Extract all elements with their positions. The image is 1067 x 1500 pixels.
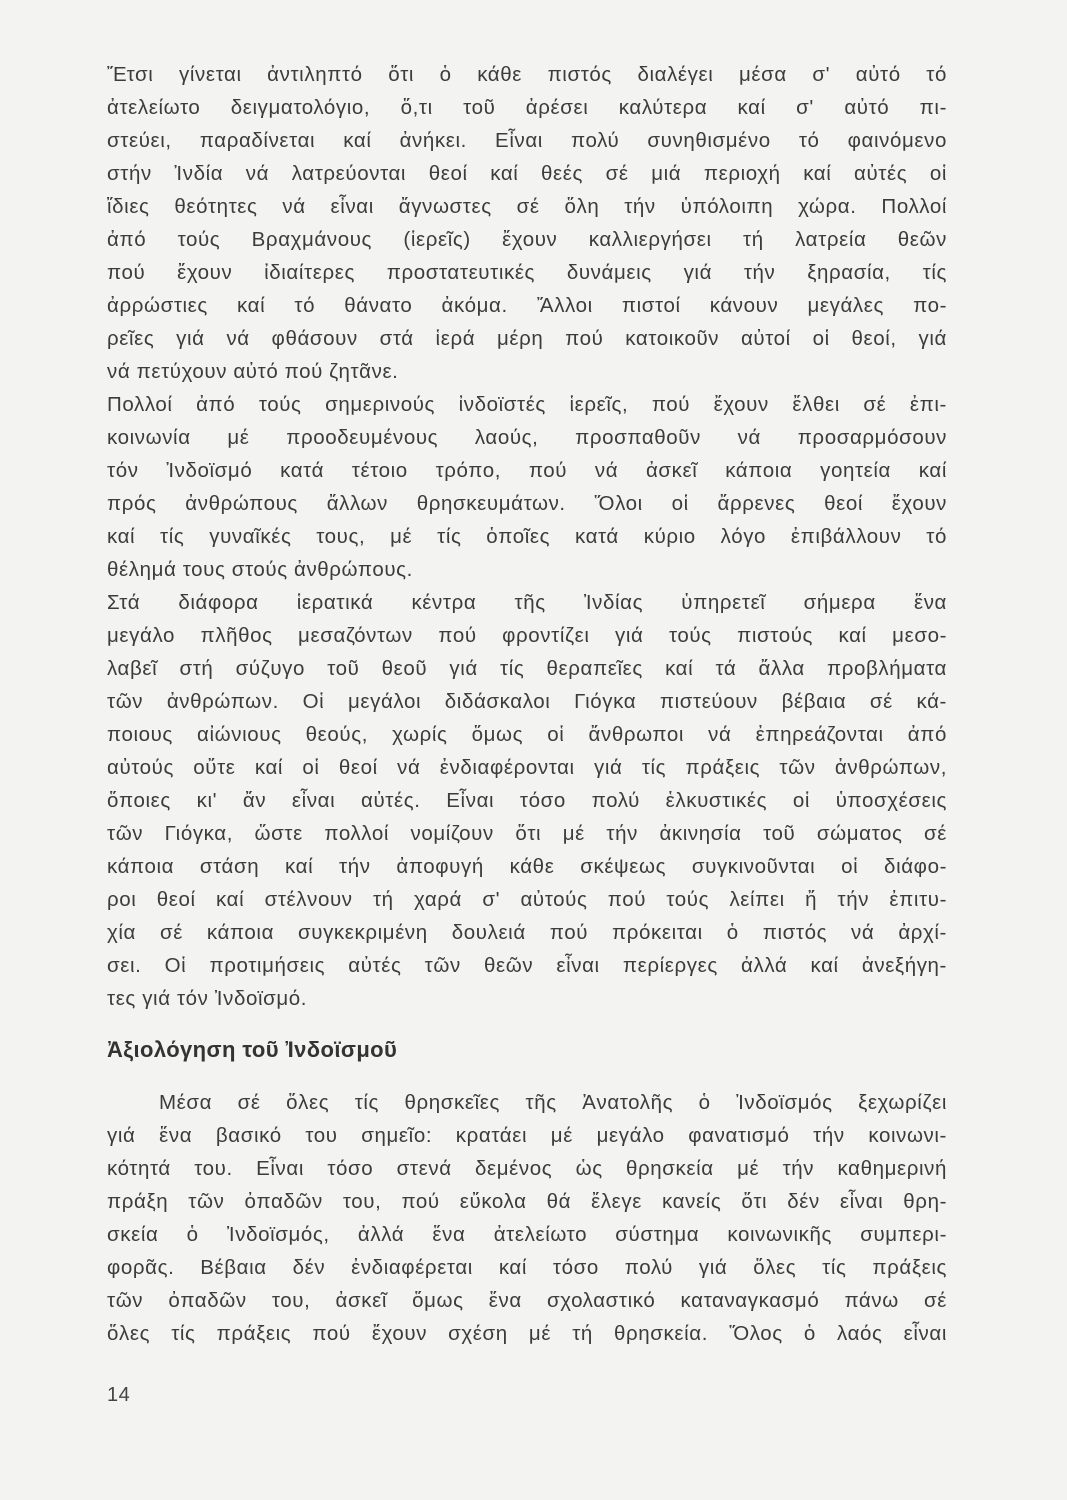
text-line: Πολλοί ἀπό τούς σημερινούς ἰνδοϊστές ἱερεῖς, πού ἔχουν ἔλθει σέ ἐπι- [107, 393, 947, 416]
text-line: ἀπό τούς Βραχμάνους (ἱερεῖς) ἔχουν καλλιεργήσει τή λατρεία θεῶν [107, 228, 947, 251]
text-line: στήν Ἰνδία νά λατρεύονται θεοί καί θεές σέ μιά περιοχή καί αὐτές οἱ [107, 162, 947, 185]
section-heading: Ἀξιολόγηση τοῦ Ἰνδοϊσμοῦ [107, 1037, 398, 1062]
text-line: ρεῖες γιά νά φθάσουν στά ἱερά μέρη πού κατοικοῦν αὐτοί οἱ θεοί, γιά [107, 327, 947, 350]
text-line: πρός ἀνθρώπους ἄλλων θρησκευμάτων. Ὅλοι οἱ ἄρρενες θεοί ἔχουν [107, 492, 947, 515]
text-line: ποιους αἰώνιους θεούς, χωρίς ὅμως οἱ ἄνθρωποι νά ἐπηρεάζονται ἀπό [107, 723, 947, 746]
text-line: τες γιά τόν Ἰνδοϊσμό. [107, 987, 308, 1010]
text-line: τῶν ὀπαδῶν του, ἀσκεῖ ὅμως ἕνα σχολαστικό καταναγκασμό πάνω σέ [107, 1289, 947, 1312]
text-line: πού ἔχουν ἰδιαίτερες προστατευτικές δυνάμεις γιά τήν ξηρασία, τίς [107, 261, 947, 284]
text-line: Μέσα σέ ὅλες τίς θρησκεῖες τῆς Ἀνατολῆς ὁ Ἰνδοϊσμός ξεχωρίζει [159, 1091, 947, 1114]
text-line: χία σέ κάποια συγκεκριμένη δουλειά πού πρόκειται ὁ πιστός νά ἀρχί- [107, 921, 947, 944]
text-line: φορᾶς. Βέβαια δέν ἐνδιαφέρεται καί τόσο πολύ γιά ὅλες τίς πράξεις [107, 1256, 947, 1279]
text-line: τόν Ἰνδοϊσμό κατά τέτοιο τρόπο, πού νά ἀσκεῖ κάποια γοητεία καί [107, 459, 947, 482]
text-line: κάποια στάση καί τήν ἀποφυγή κάθε σκέψεως συγκινοῦνται οἱ διάφο- [107, 855, 947, 878]
body-text [107, 1086, 947, 1350]
text-line: θέλημά τους στούς ἀνθρώπους. [107, 558, 413, 581]
text-line: πράξη τῶν ὀπαδῶν του, πού εὔκολα θά ἔλεγε κανείς ὅτι δέν εἶναι θρη- [107, 1190, 947, 1213]
text-line: μεγάλο πλῆθος μεσαζόντων πού φροντίζει γιά τούς πιστούς καί μεσο- [107, 624, 947, 647]
text-line: ἀτελείωτο δειγματολόγιο, ὅ,τι τοῦ ἀρέσει καλύτερα καί σ' αὐτό πι- [107, 96, 947, 119]
text-line: ἀρρώστιες καί τό θάνατο ἀκόμα. Ἄλλοι πιστοί κάνουν μεγάλες πο- [107, 294, 947, 317]
text-line: Ἔτσι γίνεται ἀντιληπτό ὅτι ὁ κάθε πιστός διαλέγει μέσα σ' αὐτό τό [107, 63, 947, 86]
text-line: κοινωνία μέ προοδευμένους λαούς, προσπαθοῦν νά προσαρμόσουν [107, 426, 947, 449]
text-line: σει. Οἱ προτιμήσεις αὐτές τῶν θεῶν εἶναι περίεργες ἀλλά καί ἀνεξήγη- [107, 954, 947, 977]
text-line: ὅλες τίς πράξεις πού ἔχουν σχέση μέ τή θρησκεία. Ὅλος ὁ λαός εἶναι [107, 1322, 947, 1345]
text-line: ροι θεοί καί στέλνουν τή χαρά σ' αὐτούς πού τούς λείπει ἤ τήν ἐπιτυ- [107, 888, 947, 911]
text-line: γιά ἕνα βασικό του σημεῖο: κρατάει μέ μεγάλο φανατισμό τήν κοινωνι- [107, 1124, 947, 1147]
text-line: νά πετύχουν αὐτό πού ζητᾶνε. [107, 360, 399, 383]
text-line: τῶν Γιόγκα, ὥστε πολλοί νομίζουν ὅτι μέ τήν ἀκινησία τοῦ σώματος σέ [107, 822, 947, 845]
text-line: σκεία ὁ Ἰνδοϊσμός, ἀλλά ἕνα ἀτελείωτο σύστημα κοινωνικῆς συμπερι- [107, 1223, 947, 1246]
text-line: ἴδιες θεότητες νά εἶναι ἄγνωστες σέ ὅλη τήν ὑπόλοιπη χώρα. Πολλοί [107, 195, 947, 218]
text-line: αὐτούς οὔτε καί οἱ θεοί νά ἐνδιαφέρονται γιά τίς πράξεις τῶν ἀνθρώπων, [107, 756, 947, 779]
text-line: λαβεῖ στή σύζυγο τοῦ θεοῦ γιά τίς θεραπεῖες καί τά ἄλλα προβλήματα [107, 657, 947, 680]
page-number: 14 [107, 1384, 131, 1406]
text-line: καί τίς γυναῖκές τους, μέ τίς ὁποῖες κατά κύριο λόγο ἐπιβάλλουν τό [107, 525, 947, 548]
text-line: ὅποιες κι' ἄν εἶναι αὐτές. Εἶναι τόσο πολύ ἑλκυστικές οἱ ὑποσχέσεις [107, 789, 947, 812]
text-line: κότητά του. Εἶναι τόσο στενά δεμένος ὡς θρησκεία μέ τήν καθημερινή [107, 1157, 947, 1180]
text-line: Στά διάφορα ἱερατικά κέντρα τῆς Ἰνδίας ὑπηρετεῖ σήμερα ἕνα [107, 591, 947, 614]
text-line: τῶν ἀνθρώπων. Οἱ μεγάλοι διδάσκαλοι Γιόγκα πιστεύουν βέβαια σέ κά- [107, 690, 947, 713]
text-line: στεύει, παραδίνεται καί ἀνήκει. Εἶναι πολύ συνηθισμένο τό φαινόμενο [107, 129, 947, 152]
body-text [107, 58, 947, 1015]
